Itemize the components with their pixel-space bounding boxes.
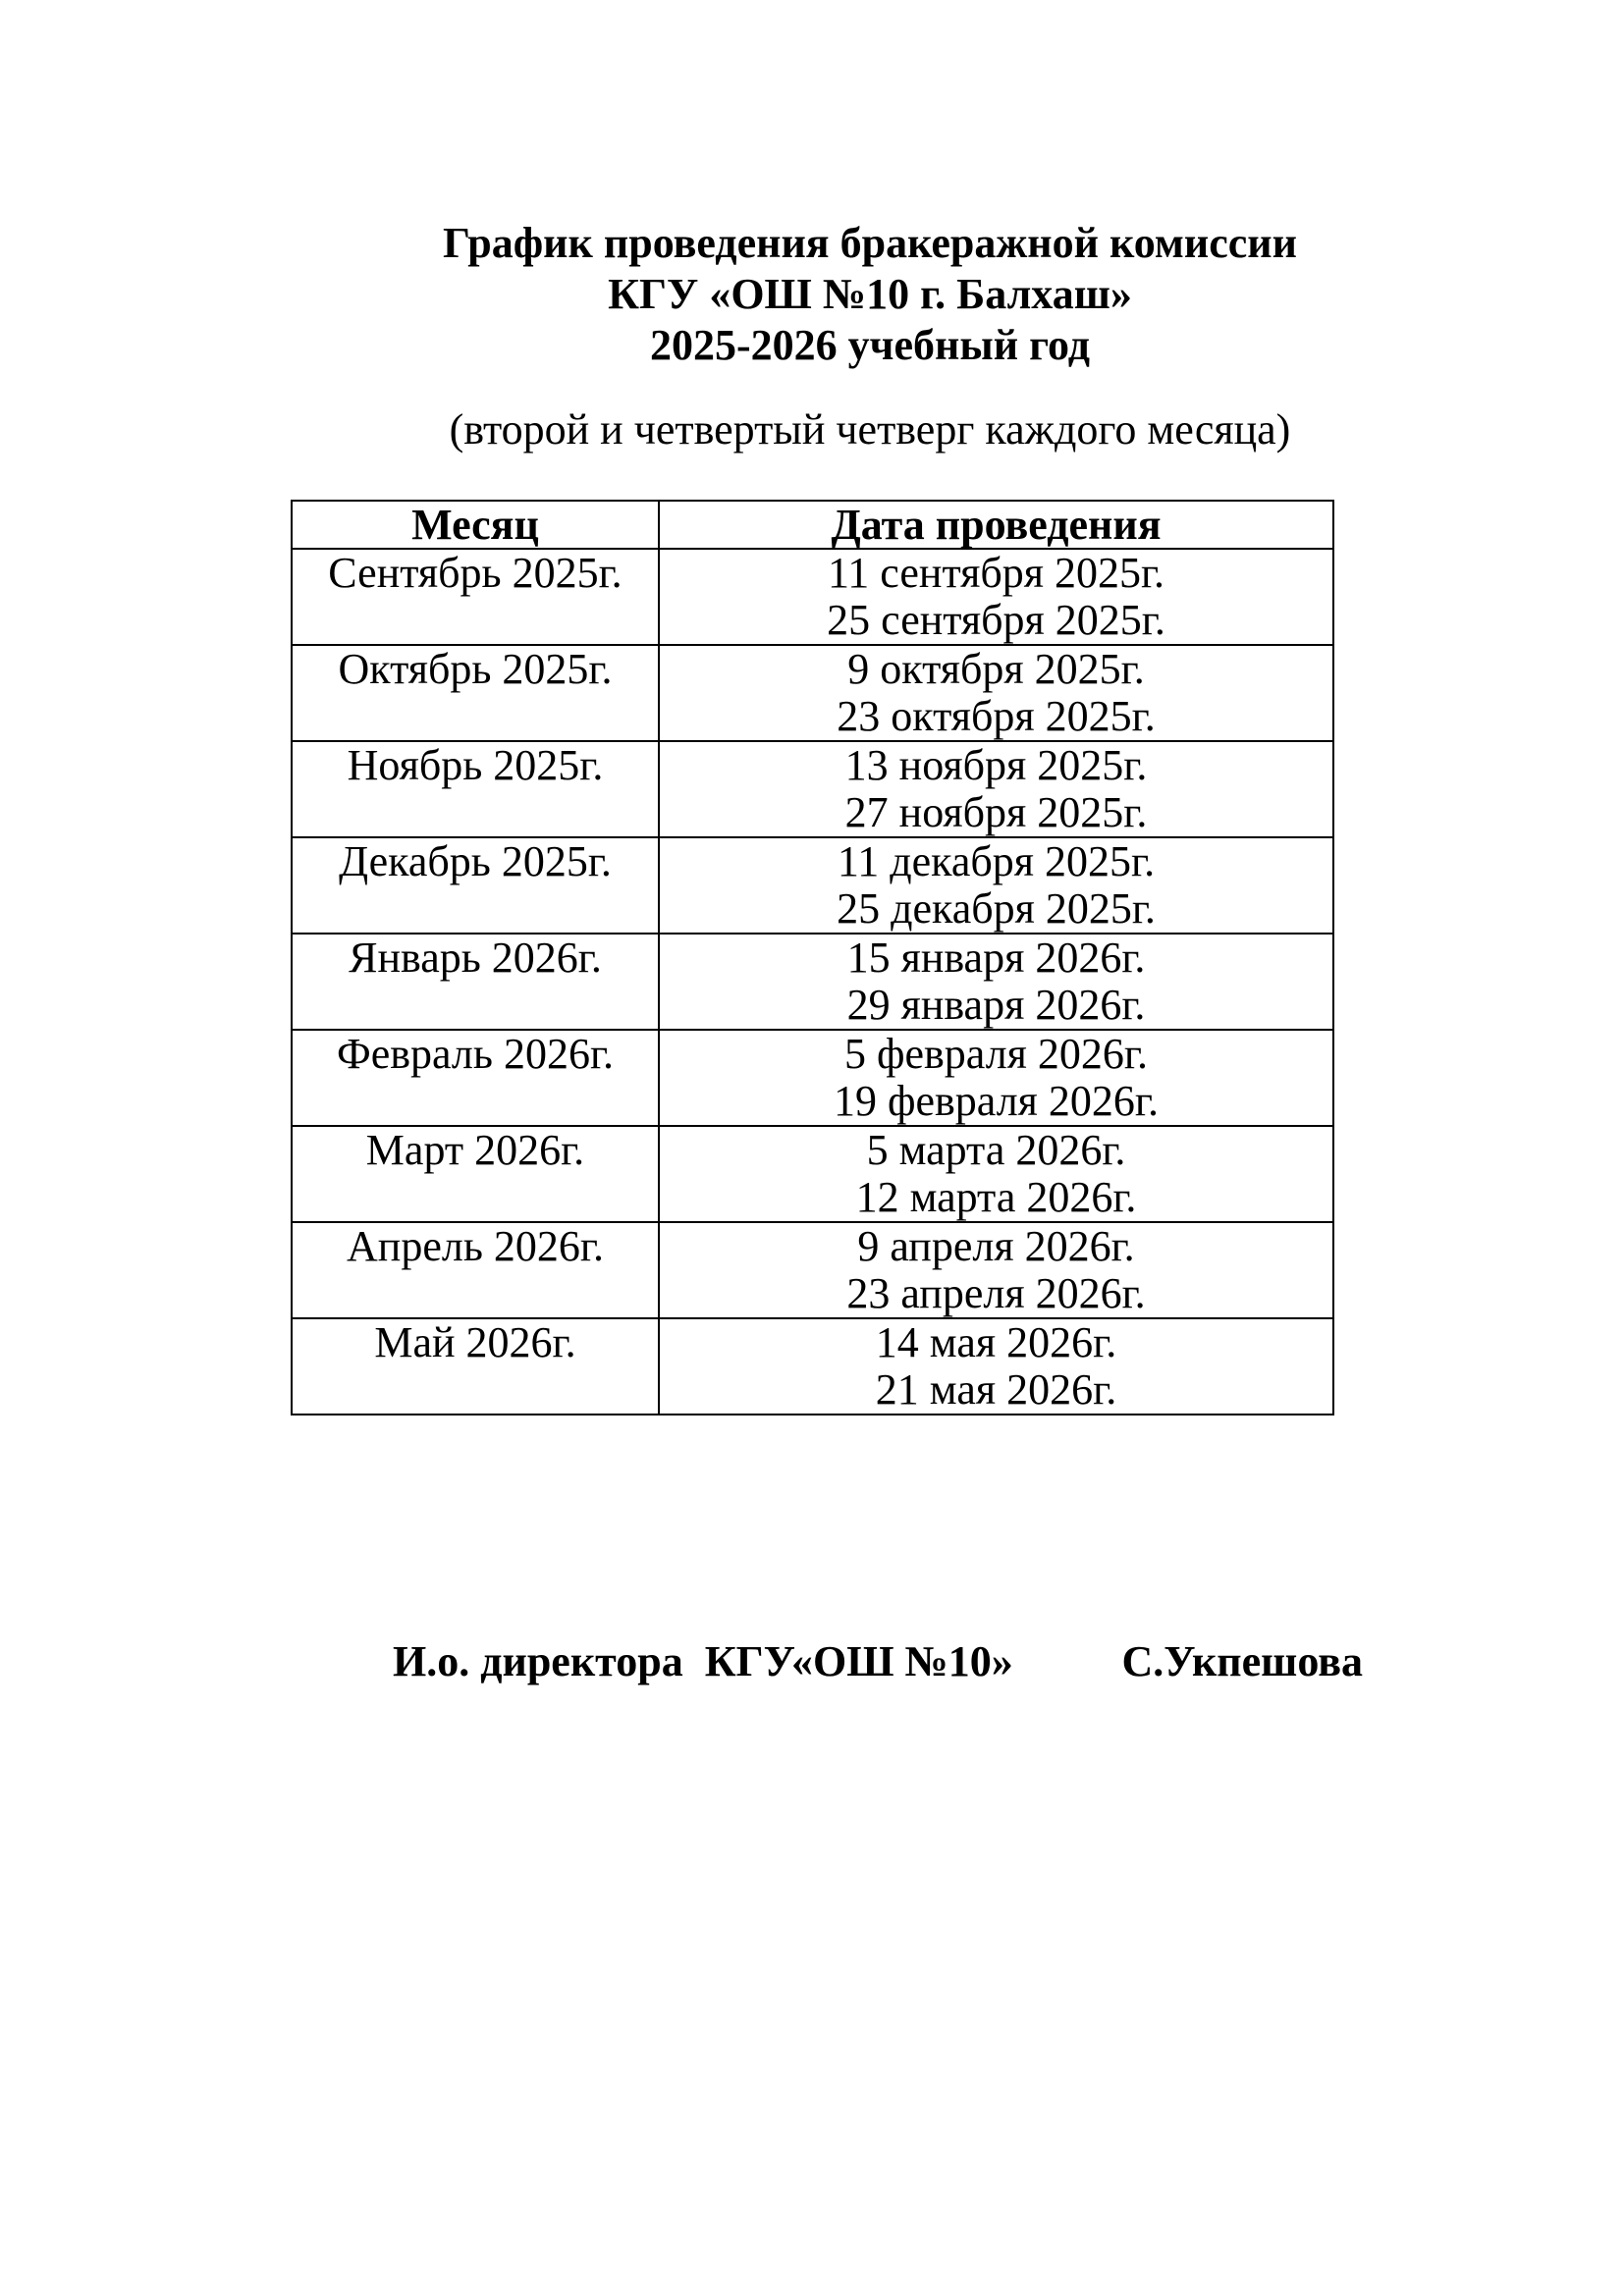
table-row bbox=[292, 741, 1333, 837]
dates-cell bbox=[659, 645, 1333, 741]
month-cell: Май 2026г. bbox=[292, 1318, 659, 1415]
dates-cell bbox=[659, 934, 1333, 1030]
date-line: 9 октября 2025г. bbox=[847, 645, 1145, 693]
signature-position: И.о. директора КГУ«ОШ №10» bbox=[393, 1637, 1013, 1685]
date-line: 13 ноября 2025г. bbox=[844, 741, 1148, 789]
column-header-date: Дата проведения bbox=[659, 501, 1333, 549]
date-line: 23 октября 2025г. bbox=[837, 692, 1156, 740]
month-cell: Ноябрь 2025г. bbox=[292, 741, 659, 837]
document-subtitle: (второй и четвертый четверг каждого месяца) bbox=[449, 405, 1291, 454]
date-line: 12 марта 2026г. bbox=[855, 1173, 1137, 1221]
date-line: 5 февраля 2026г. bbox=[843, 1030, 1148, 1078]
date-line: 27 ноября 2025г. bbox=[844, 788, 1148, 836]
dates-cell bbox=[659, 837, 1333, 934]
date-line: 15 января 2026г. bbox=[846, 934, 1146, 982]
dates-cell bbox=[659, 741, 1333, 837]
title-line-3: 2025-2026 учебный год bbox=[650, 321, 1090, 369]
date-line: 29 января 2026г. bbox=[846, 981, 1146, 1029]
table-row bbox=[292, 1222, 1333, 1318]
month-cell: Март 2026г. bbox=[292, 1126, 659, 1222]
table-row bbox=[292, 1318, 1333, 1415]
month-cell: Февраль 2026г. bbox=[292, 1030, 659, 1126]
date-line: 9 апреля 2026г. bbox=[857, 1222, 1135, 1270]
dates-cell bbox=[659, 1222, 1333, 1318]
date-line: 19 февраля 2026г. bbox=[833, 1077, 1159, 1125]
title-line-2: КГУ «ОШ №10 г. Балхаш» bbox=[608, 270, 1132, 318]
date-line: 11 сентября 2025г. bbox=[827, 549, 1165, 597]
month-cell: Апрель 2026г. bbox=[292, 1222, 659, 1318]
dates-cell bbox=[659, 1030, 1333, 1126]
date-line: 21 мая 2026г. bbox=[875, 1365, 1117, 1414]
date-line: 5 марта 2026г. bbox=[866, 1126, 1126, 1174]
month-cell: Октябрь 2025г. bbox=[292, 645, 659, 741]
document-title bbox=[232, 218, 1508, 371]
table-row bbox=[292, 645, 1333, 741]
table-header-row bbox=[292, 501, 1333, 549]
table-row bbox=[292, 1030, 1333, 1126]
signature-line bbox=[393, 1638, 1363, 1685]
dates-cell bbox=[659, 1318, 1333, 1415]
signature-name: С.Укпешова bbox=[1121, 1637, 1363, 1685]
date-line: 11 декабря 2025г. bbox=[837, 837, 1156, 885]
dates-cell bbox=[659, 549, 1333, 645]
table-row bbox=[292, 934, 1333, 1030]
dates-cell bbox=[659, 1126, 1333, 1222]
table-row bbox=[292, 549, 1333, 645]
month-cell: Декабрь 2025г. bbox=[292, 837, 659, 934]
schedule-table bbox=[291, 500, 1334, 1415]
date-line: 23 апреля 2026г. bbox=[846, 1269, 1146, 1317]
table-row bbox=[292, 1126, 1333, 1222]
table-row bbox=[292, 837, 1333, 934]
month-cell: Сентябрь 2025г. bbox=[292, 549, 659, 645]
date-line: 25 декабря 2025г. bbox=[837, 884, 1156, 933]
date-line: 14 мая 2026г. bbox=[875, 1318, 1117, 1366]
title-line-1: График проведения бракеражной комиссии bbox=[443, 219, 1297, 267]
date-line: 25 сентября 2025г. bbox=[827, 596, 1165, 644]
month-cell: Январь 2026г. bbox=[292, 934, 659, 1030]
column-header-month: Месяц bbox=[292, 501, 659, 549]
